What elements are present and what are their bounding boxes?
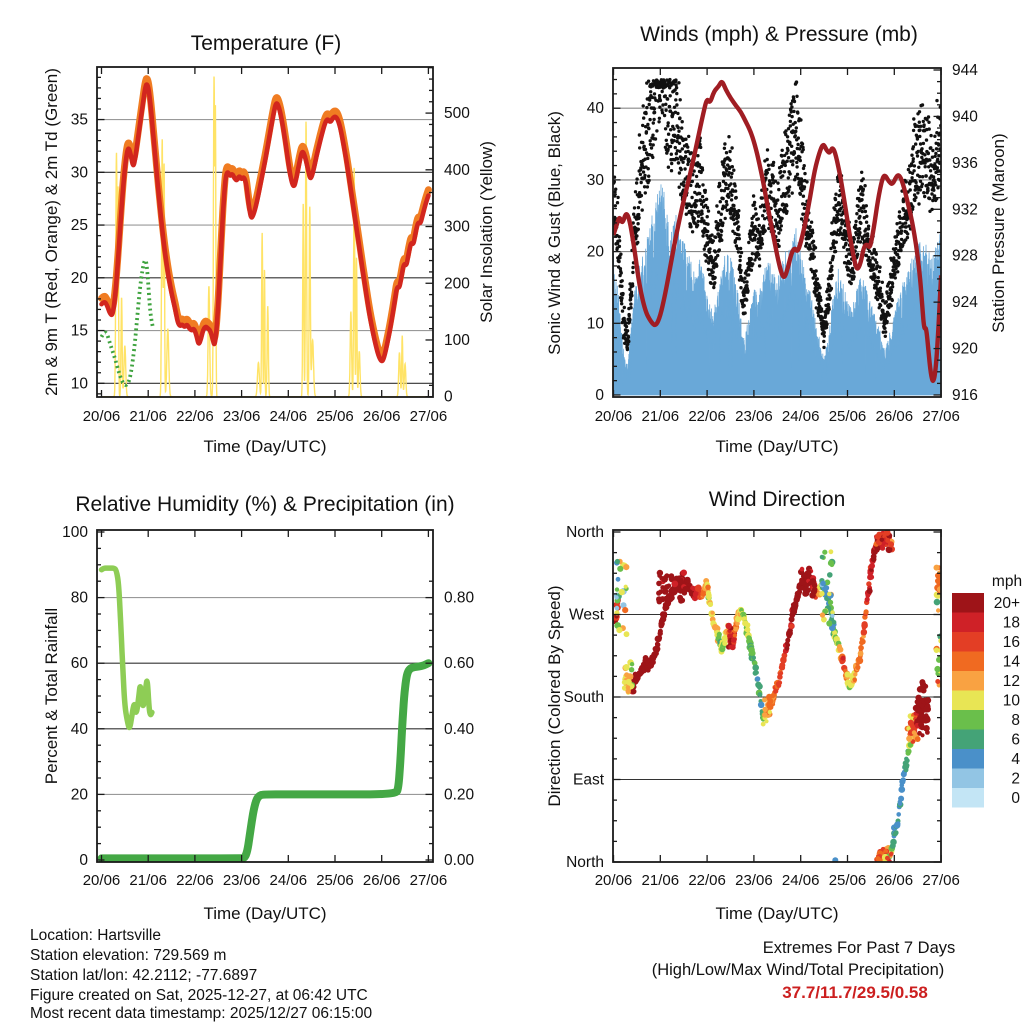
y-tick-label: 0.80 bbox=[444, 589, 475, 607]
x-tick-label: 25/06 bbox=[316, 872, 354, 889]
y-tick-label: 20 bbox=[586, 243, 604, 261]
y-tick-label: 25 bbox=[70, 217, 88, 235]
x-tick-label: 21/06 bbox=[641, 408, 680, 425]
wind-direction-title: Wind Direction bbox=[708, 488, 846, 511]
x-tick-label: 22/06 bbox=[688, 408, 726, 425]
legend-label: 20+ bbox=[993, 595, 1020, 612]
y-tick-label: 30 bbox=[70, 164, 88, 182]
y-tick-label: 0.00 bbox=[444, 852, 475, 869]
legend-swatch bbox=[952, 691, 984, 711]
meta-timestamp: Most recent data timestamp: 2025/12/27 06:15:00 bbox=[30, 1005, 373, 1022]
temp-ylabel-right: Solar Insolation (Yellow) bbox=[477, 141, 496, 323]
legend-title: mph bbox=[991, 573, 1023, 590]
legend-swatch bbox=[952, 769, 984, 789]
humidity-ylabel-left: Percent & Total Rainfall bbox=[42, 607, 61, 785]
wind-direction-ylabel-left: Direction (Colored By Speed) bbox=[545, 585, 564, 807]
winds-xlabel: Time (Day/UTC) bbox=[715, 437, 839, 456]
humidity-precip-chart bbox=[62, 524, 474, 889]
y-tick-label: 0 bbox=[595, 387, 604, 404]
legend-swatch bbox=[952, 788, 984, 808]
x-tick-label: 26/06 bbox=[362, 872, 401, 889]
x-tick-label: 21/06 bbox=[641, 872, 680, 889]
x-tick-label: 21/06 bbox=[129, 872, 167, 889]
y-tick-label: 920 bbox=[952, 340, 978, 358]
y-tick-label: 60 bbox=[70, 655, 88, 673]
y-tick-label: 500 bbox=[444, 105, 470, 123]
legend-swatch bbox=[952, 671, 984, 691]
y-tick-label: 10 bbox=[70, 375, 88, 393]
winds-ylabel-left: Sonic Wind & Gust (Blue, Black) bbox=[545, 111, 564, 355]
relative-humidity-line bbox=[102, 568, 152, 727]
legend-swatch bbox=[952, 652, 984, 672]
y-tick-label: 35 bbox=[70, 111, 88, 129]
x-tick-label: 25/06 bbox=[828, 408, 867, 425]
y-tick-label: 932 bbox=[952, 201, 978, 219]
x-tick-label: 27/06 bbox=[922, 872, 960, 889]
humidity-series bbox=[102, 568, 429, 858]
x-tick-label: 23/06 bbox=[735, 408, 773, 425]
meta-created: Figure created on Sat, 2025-12-27, at 06:42 UTC bbox=[30, 987, 368, 1004]
y-tick-label: 916 bbox=[952, 386, 978, 404]
temperature-chart bbox=[71, 67, 470, 425]
x-tick-label: 26/06 bbox=[362, 408, 401, 425]
x-tick-label: 20/06 bbox=[82, 408, 121, 425]
y-tick-label: 0.20 bbox=[444, 786, 475, 804]
x-tick-label: 25/06 bbox=[828, 872, 867, 889]
legend-swatch bbox=[952, 730, 984, 750]
y-tick-label: 940 bbox=[952, 108, 978, 126]
meta-elevation: Station elevation: 729.569 m bbox=[30, 947, 227, 964]
x-tick-label: 21/06 bbox=[129, 408, 167, 425]
y-tick-label: 936 bbox=[952, 154, 978, 172]
temperature-title: Temperature (F) bbox=[190, 32, 342, 55]
x-tick-label: 26/06 bbox=[875, 872, 914, 889]
y-tick-label: 944 bbox=[952, 62, 978, 79]
speed-legend bbox=[952, 573, 1022, 808]
wind-direction-xlabel: Time (Day/UTC) bbox=[715, 904, 839, 923]
extremes-title: Extremes For Past 7 Days bbox=[762, 939, 956, 957]
wind-direction-chart bbox=[563, 524, 1022, 889]
y-tick-label: 928 bbox=[952, 247, 978, 265]
direction-tick-label: West bbox=[568, 606, 604, 624]
x-tick-label: 20/06 bbox=[594, 408, 633, 425]
y-tick-label: 20 bbox=[70, 786, 88, 804]
legend-swatch bbox=[952, 593, 984, 613]
temp-xlabel: Time (Day/UTC) bbox=[203, 437, 327, 456]
legend-label: 12 bbox=[1002, 673, 1020, 690]
x-tick-label: 26/06 bbox=[875, 408, 914, 425]
y-tick-label: 924 bbox=[952, 294, 978, 312]
winds-ylabel-right: Station Pressure (Maroon) bbox=[989, 133, 1008, 333]
y-tick-label: 10 bbox=[586, 315, 604, 333]
meta-latlon: Station lat/lon: 42.2112; -77.6897 bbox=[30, 967, 258, 984]
x-tick-label: 22/06 bbox=[176, 872, 214, 889]
y-tick-label: 30 bbox=[586, 171, 604, 189]
legend-label: 8 bbox=[1011, 712, 1020, 729]
x-tick-label: 24/06 bbox=[269, 872, 308, 889]
direction-tick-label: South bbox=[563, 688, 604, 706]
x-tick-label: 23/06 bbox=[222, 408, 261, 425]
temp-ylabel-left: 2m & 9m T (Red, Orange) & 2m Td (Green) bbox=[42, 68, 61, 396]
legend-label: 6 bbox=[1011, 731, 1020, 749]
x-tick-label: 27/06 bbox=[922, 408, 960, 425]
extremes-subtitle: (High/Low/Max Wind/Total Precipitation) bbox=[651, 961, 945, 979]
y-tick-label: 40 bbox=[586, 100, 604, 118]
y-tick-label: 0 bbox=[444, 388, 453, 406]
x-tick-label: 24/06 bbox=[781, 408, 820, 425]
y-tick-label: 0.40 bbox=[444, 720, 475, 738]
x-tick-label: 22/06 bbox=[176, 408, 214, 425]
y-tick-label: 100 bbox=[444, 331, 470, 349]
x-tick-label: 27/06 bbox=[409, 408, 448, 425]
legend-label: 0 bbox=[1011, 790, 1020, 807]
legend-swatch bbox=[952, 613, 984, 633]
meta-location: Location: Hartsville bbox=[30, 927, 161, 944]
legend-label: 16 bbox=[1002, 634, 1020, 651]
legend-swatch bbox=[952, 710, 984, 730]
direction-tick-label: East bbox=[572, 771, 604, 789]
y-tick-label: 0 bbox=[79, 852, 88, 869]
direction-tick-label: North bbox=[566, 854, 604, 871]
x-tick-label: 23/06 bbox=[222, 872, 261, 889]
y-tick-label: 20 bbox=[70, 269, 88, 287]
winds-series bbox=[612, 78, 943, 395]
y-tick-label: 0.60 bbox=[444, 655, 475, 673]
legend-label: 2 bbox=[1011, 770, 1020, 788]
x-tick-label: 22/06 bbox=[688, 872, 726, 889]
y-tick-label: 300 bbox=[444, 218, 470, 236]
legend-label: 14 bbox=[1002, 653, 1020, 671]
y-tick-label: 100 bbox=[62, 524, 88, 541]
winds-pressure-chart bbox=[587, 62, 978, 425]
x-tick-label: 20/06 bbox=[82, 872, 121, 889]
x-tick-label: 24/06 bbox=[269, 408, 308, 425]
humidity-xlabel: Time (Day/UTC) bbox=[203, 904, 327, 923]
legend-label: 18 bbox=[1002, 614, 1020, 632]
y-tick-label: 200 bbox=[444, 275, 470, 293]
y-tick-label: 40 bbox=[70, 720, 88, 738]
humidity-title: Relative Humidity (%) & Precipitation (in) bbox=[75, 493, 455, 516]
extremes-values: 37.7/11.7/29.5/0.58 bbox=[782, 983, 928, 1002]
x-tick-label: 20/06 bbox=[594, 872, 633, 889]
y-tick-label: 80 bbox=[70, 589, 88, 607]
dewpoint-line bbox=[102, 260, 153, 385]
legend-label: 10 bbox=[1002, 692, 1020, 710]
legend-label: 4 bbox=[1011, 751, 1020, 768]
temp-series bbox=[102, 77, 429, 397]
legend-swatch bbox=[952, 632, 984, 652]
winds-title: Winds (mph) & Pressure (mb) bbox=[640, 23, 918, 46]
x-tick-label: 23/06 bbox=[735, 872, 773, 889]
x-tick-label: 25/06 bbox=[316, 408, 354, 425]
y-tick-label: 400 bbox=[444, 161, 470, 179]
x-tick-label: 27/06 bbox=[409, 872, 448, 889]
direction-tick-label: North bbox=[566, 523, 604, 541]
legend-swatch bbox=[952, 749, 984, 769]
x-tick-label: 24/06 bbox=[781, 872, 820, 889]
y-tick-label: 15 bbox=[70, 322, 88, 340]
